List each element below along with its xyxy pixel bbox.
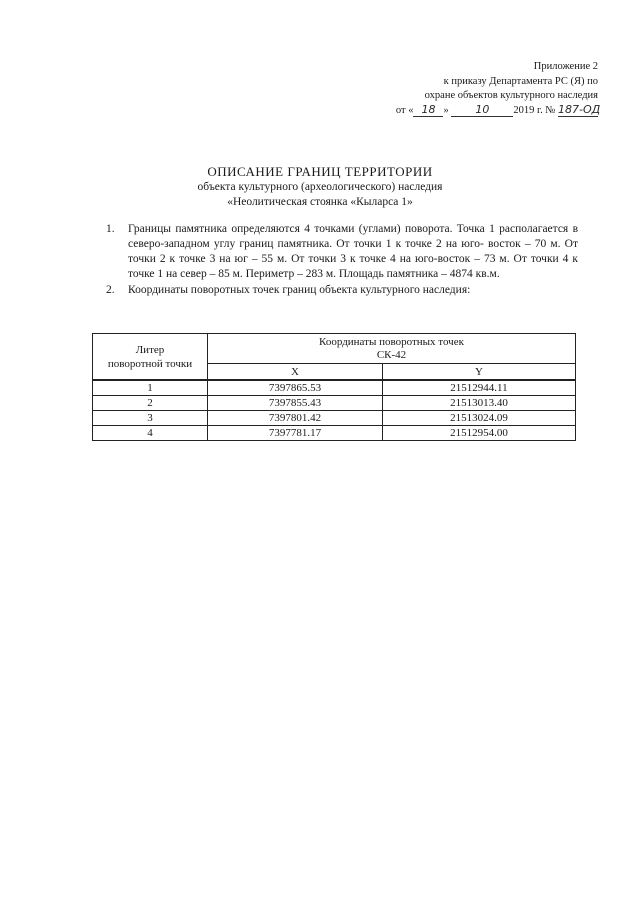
list-item-number: 2. [106, 284, 115, 296]
table-header-row [93, 334, 576, 364]
coordinates-table [92, 333, 576, 441]
list-item-text: Координаты поворотных точек границ объекта культурного наследия: [128, 284, 471, 296]
list-item-text: Границы памятника определяются 4 точками (углами) поворота. Точка 1 располагается в северо-западном углу границ памятника. От точки 1 к точке 2 на юго- восток – 70 м. От точки 2 к точке 3 на юг – 55 м. От точки 3 к точке 4 на юго-восток – 73 м. От точки 4 к точке 1 на север – 85 м. Периметр – 283 м. Площадь памятника – 4874 кв.м. [128, 223, 578, 280]
document-title: ОПИСАНИЕ ГРАНИЦ ТЕРРИТОРИИ [207, 164, 433, 179]
document-subtitle-2: «Неолитическая стоянка «Кыларса 1» [227, 196, 413, 208]
year-suffix: 2019 г. № [513, 104, 556, 116]
table-row [93, 426, 576, 441]
table-row [93, 411, 576, 426]
list-item [106, 283, 578, 298]
numbered-list [106, 222, 578, 299]
order-day: 18 [413, 104, 443, 117]
document-subtitle-1: объекта культурного (археологического) наследия [197, 181, 443, 193]
point-cell: 2 [93, 396, 208, 411]
header-text: поворотной точки [107, 357, 193, 370]
coordinates-group-header [208, 334, 576, 364]
list-item [106, 222, 578, 282]
order-number: 187-ОД [558, 102, 601, 116]
appendix-line-1: Приложение 2 [533, 61, 598, 72]
y-column-header: Y [382, 364, 575, 381]
point-letter-header [93, 334, 208, 381]
y-cell: 21513013.40 [382, 396, 575, 411]
table-row [93, 396, 576, 411]
header-text: СК-42 [376, 348, 407, 361]
list-item-number: 1. [106, 223, 115, 235]
date-prefix: от « [395, 104, 414, 116]
order-month: 10 [451, 104, 513, 117]
order-date-line [368, 102, 601, 119]
y-cell: 21512954.00 [382, 426, 575, 441]
y-cell: 21512944.11 [382, 380, 575, 396]
table-row [93, 380, 576, 396]
point-cell: 4 [93, 426, 208, 441]
appendix-line-3: охране объектов культурного наследия [424, 90, 598, 101]
x-column-header: X [208, 364, 383, 381]
x-cell: 7397865.53 [208, 380, 383, 396]
title-block [0, 163, 640, 210]
appendix-line-2: к приказу Департамента РС (Я) по [443, 75, 598, 87]
appendix-header [368, 60, 601, 118]
x-cell: 7397781.17 [208, 426, 383, 441]
point-cell: 1 [93, 380, 208, 396]
header-text: Координаты поворотных точек [319, 335, 464, 348]
point-cell: 3 [93, 411, 208, 426]
x-cell: 7397855.43 [208, 396, 383, 411]
y-cell: 21513024.09 [382, 411, 575, 426]
header-text: Литер [135, 343, 165, 356]
date-mid: » [443, 104, 449, 116]
x-cell: 7397801.42 [208, 411, 383, 426]
